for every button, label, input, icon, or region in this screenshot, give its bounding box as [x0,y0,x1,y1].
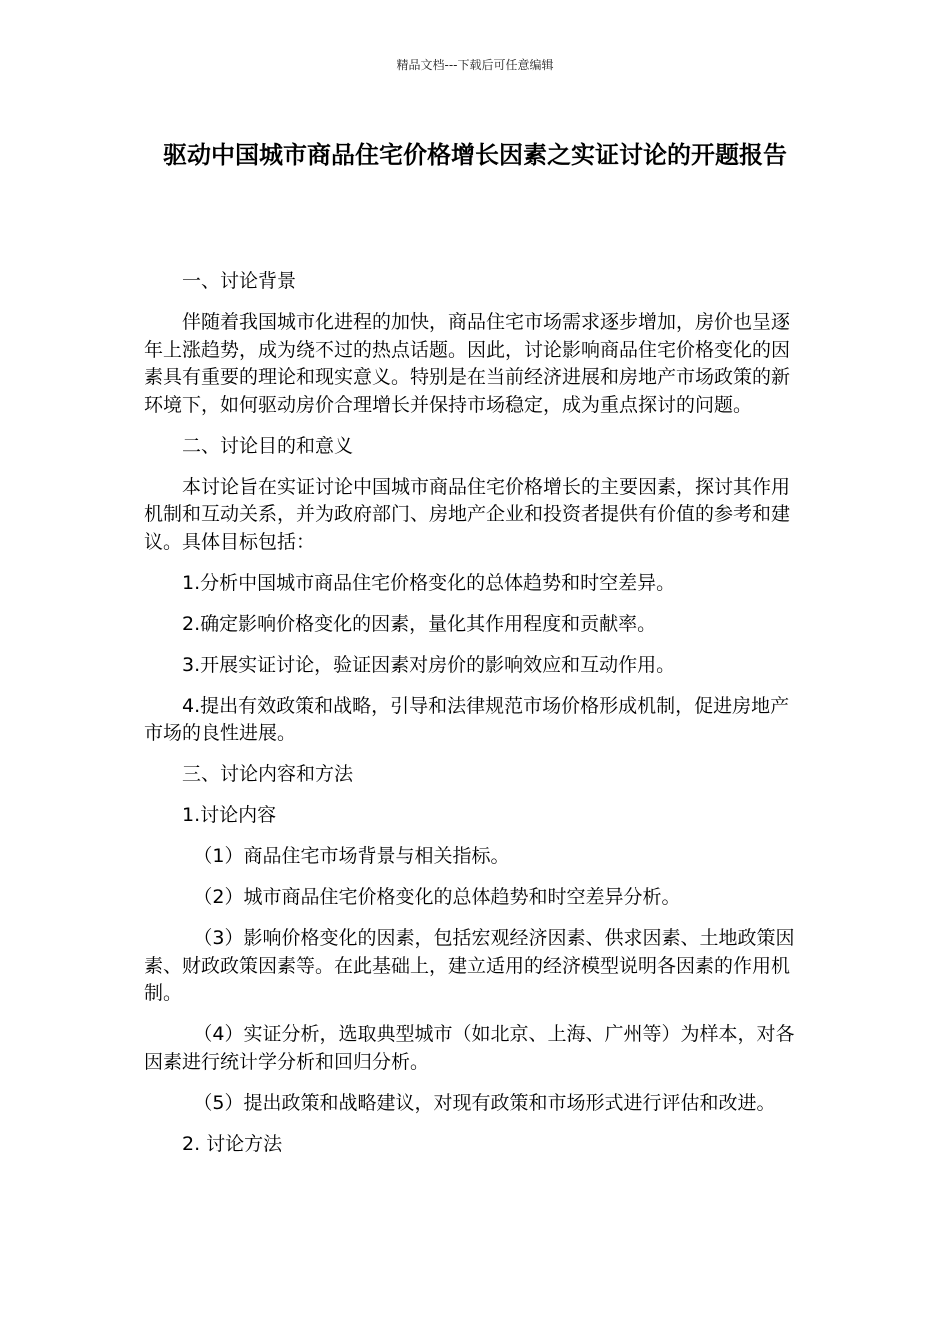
goal-item-1: 1.分析中国城市商品住宅价格变化的总体趋势和时空差异。 [182,571,676,594]
goal-item-3: 3.开展实证讨论，验证因素对房价的影响效应和互动作用。 [182,653,676,676]
paragraph-background: 伴随着我国城市化进程的加快，商品住宅市场需求逐步增加，房价也呈逐年上涨趋势，成为绕不过的热点话题。因此，讨论影响商品住宅价格变化的因素具有重要的理论和现实意义。特别是在当前经济进展和房地产市场政策的新环境下，如何驱动房价合理增长并保持市场稳定，成为重点探讨的问题。 [144,311,791,416]
content-item-4: （4）实证分析，选取典型城市（如北京、上海、广州等）为样本，对各因素进行统计学分析和回归分析。 [144,1023,795,1073]
subsection-heading-content: 1.讨论内容 [182,804,277,826]
subsection-heading-method: 2. 讨论方法 [182,1132,283,1155]
section-heading-content-method: 三、讨论内容和方法 [182,763,354,785]
goal-item-4: 4.提出有效政策和战略，引导和法律规范市场价格形成机制，促进房地产市场的良性进展。 [144,694,790,744]
section-heading-purpose: 二、讨论目的和意义 [182,434,354,457]
header-note: 精品文档---下载后可任意编辑 [396,58,554,72]
document-title: 驱动中国城市商品住宅价格增长因素之实证讨论的开题报告 [163,141,787,169]
content-item-3: （3）影响价格变化的因素，包括宏观经济因素、供求因素、土地政策因素、财政政策因素等。在此基础上，建立适用的经济模型说明各因素的作用机制。 [144,927,795,1004]
content-item-1: （1）商品住宅市场背景与相关指标。 [193,845,510,867]
paragraph-purpose: 本讨论旨在实证讨论中国城市商品住宅价格增长的主要因素，探讨其作用机制和互动关系，并为政府部门、房地产企业和投资者提供有价值的参考和建议。具体目标包括： [144,475,791,553]
section-heading-background: 一、讨论背景 [182,270,297,292]
document-body [144,268,808,1172]
content-item-2: （2）城市商品住宅价格变化的总体趋势和时空差异分析。 [193,886,681,908]
content-item-5: （5）提出政策和战略建议，对现有政策和市场形式进行评估和改进。 [193,1091,776,1114]
goal-item-2: 2.确定影响价格变化的因素，量化其作用程度和贡献率。 [182,612,657,635]
